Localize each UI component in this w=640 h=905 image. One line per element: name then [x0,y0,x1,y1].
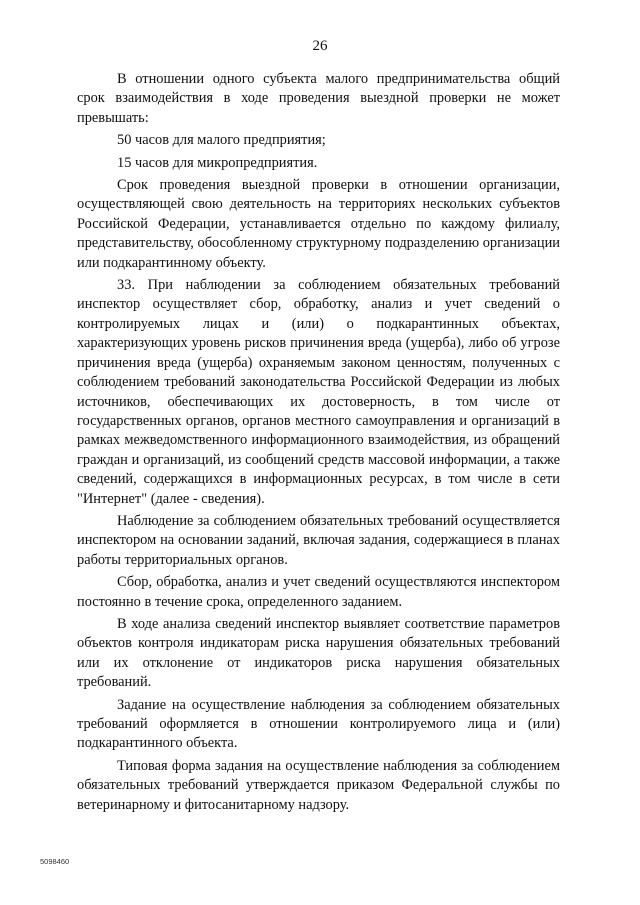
paragraph-observation-tasks: Наблюдение за соблюдением обязательных требований осуществляется инспектором на основании заданий, включая задания, содержащиеся в планах работы территориальных органов. [77,512,560,568]
paragraph-data-analysis: В ходе анализа сведений инспектор выявляет соответствие параметров объектов контроля индикаторам риска нарушения обязательных требований или их отклонение от индикаторов риска нарушения обязательных требований. [77,615,560,691]
paragraph-micro-enterprise-hours: 15 часов для микропредприятия. [117,154,318,171]
document-body [77,70,560,815]
paragraph-small-enterprise-hours: 50 часов для малого предприятия; [117,132,326,149]
paragraph-task-form: Типовая форма задания на осуществление наблюдения за соблюдением обязательных требований утверждается приказом Федеральной службы по ветеринарному и фитосанитарному надзору. [77,757,560,813]
paragraph-interaction-limit: В отношении одного субъекта малого предпринимательства общий срок взаимодействия в ходе проведения выездной проверки не может превышать: [77,71,560,126]
paragraph-data-collection: Сбор, обработка, анализ и учет сведений осуществляются инспектором постоянно в течение срока, определенного заданием. [77,574,560,610]
paragraph-inspection-term: Срок проведения выездной проверки в отношении организации, осуществляющей свою деятельность на территориях нескольких субъектов Российской Федерации, устанавливается отдельно по каждому филиалу, представительству, обособленному структурному подразделению организации или подкарантинному объекту. [77,177,560,271]
page-number: 26 [312,38,328,54]
document-code: 5098460 [40,857,70,866]
paragraph-task-issuance: Задание на осуществление наблюдения за соблюдением обязательных требований оформляется в отношении контролируемого лица и (или) подкарантинного объекта. [77,696,560,752]
paragraph-clause-33: 33. При наблюдении за соблюдением обязательных требований инспектор осуществляет сбор, обработку, анализ и учет сведений о контролируемых лицах и (или) о подкарантинных объектах, характеризующих уровень рисков причинения вреда (ущерба), либо об угрозе причинения вреда (ущерба) охраняемым законом ценностям, полученных с соблюдением требований законодательства Российской Федерации из любых источников, обеспечивающих их достоверность, в том числе от государственных органов, органов местного самоуправления и организаций в рамках межведомственного информационного взаимодействия, из обращений граждан и организаций, из сообщений средств массовой информации, а также сведений, содержащихся в информационных ресурсах, в том числе в сети "Интернет" (далее - сведения). [77,277,560,507]
